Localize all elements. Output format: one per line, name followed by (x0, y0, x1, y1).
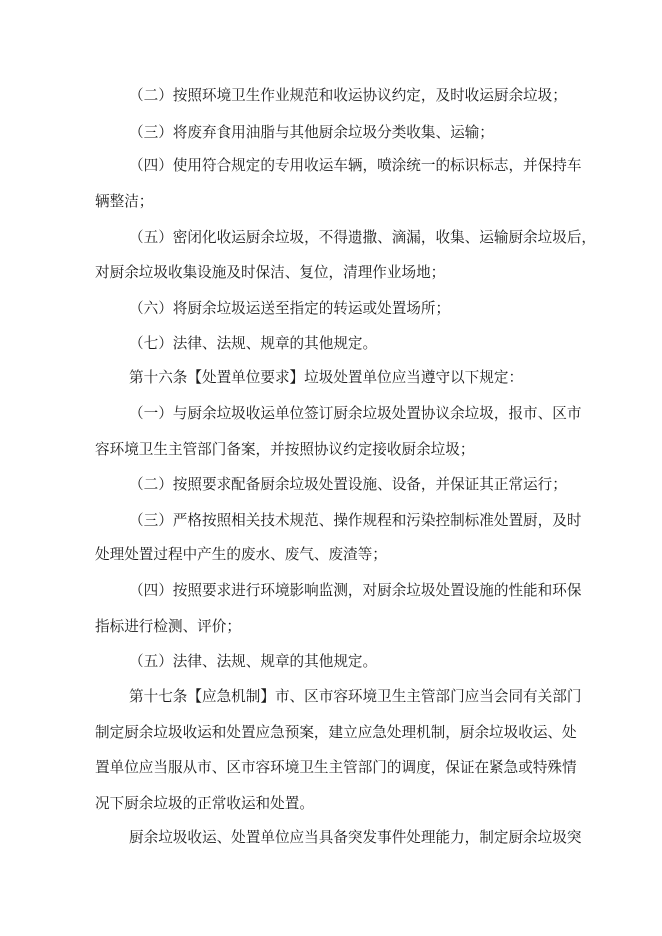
paragraph-line: （一）与厨余垃圾收运单位签订厨余垃圾处置协议余垃圾，报市、区市 (129, 405, 582, 422)
paragraph-line: （三）将废弃食用油脂与其他厨余垃圾分类收集、运输； (129, 124, 494, 141)
paragraph-line: （二）按照要求配备厨余垃圾处置设施、设备，并保证其正常运行； (129, 476, 567, 493)
paragraph-line: 辆整洁； (95, 193, 154, 210)
paragraph-line: 对厨余垃圾收集设施及时保洁、复位，清理作业场地； (95, 264, 446, 281)
paragraph-line: 制定厨余垃圾收运和处置应急预案，建立应急处理机制，厨余垃圾收运、处 (95, 724, 577, 741)
paragraph-line: （五）密闭化收运厨余垃圾，不得遗撒、滴漏，收集、运输厨余垃圾后， (129, 229, 597, 246)
paragraph-line: （四）按照要求进行环境影响监测，对厨余垃圾处置设施的性能和环保 (129, 582, 582, 599)
paragraph-line: 况下厨余垃圾的正常收运和处置。 (95, 795, 314, 812)
paragraph-line: （四）使用符合规定的专用收运车辆，喷涂统一的标识标志，并保持车 (129, 157, 582, 174)
paragraph-line: 指标进行检测、评价； (95, 618, 241, 635)
paragraph-line: （五）法律、法规、规章的其他规定。 (129, 653, 378, 670)
paragraph-line: （七）法律、法规、规章的其他规定。 (129, 335, 378, 352)
paragraph-line: （二）按照环境卫生作业规范和收运协议约定，及时收运厨余垃圾； (129, 87, 567, 104)
paragraph-line: 厨余垃圾收运、处置单位应当具备突发事件处理能力，制定厨余垃圾突 (129, 829, 582, 846)
paragraph-line: 容环境卫生主管部门备案，并按照协议约定接收厨余垃圾； (95, 441, 475, 458)
paragraph-line: （三）严格按照相关技术规范、操作规程和污染控制标准处置厨，及时 (129, 512, 582, 529)
paragraph-line: 置单位应当服从市、区市容环境卫生主管部门的调度，保证在紧急或特殊情 (95, 759, 577, 776)
article-heading-line: 第十七条【应急机制】市、区市容环境卫生主管部门应当会同有关部门 (129, 688, 582, 705)
paragraph-line: 处理处置过程中产生的废水、废气、废渣等； (95, 546, 387, 563)
article-heading-line: 第十六条【处置单位要求】垃圾处置单位应当遵守以下规定： (129, 369, 524, 386)
paragraph-line: （六）将厨余垃圾运送至指定的转运或处置场所； (129, 300, 451, 317)
